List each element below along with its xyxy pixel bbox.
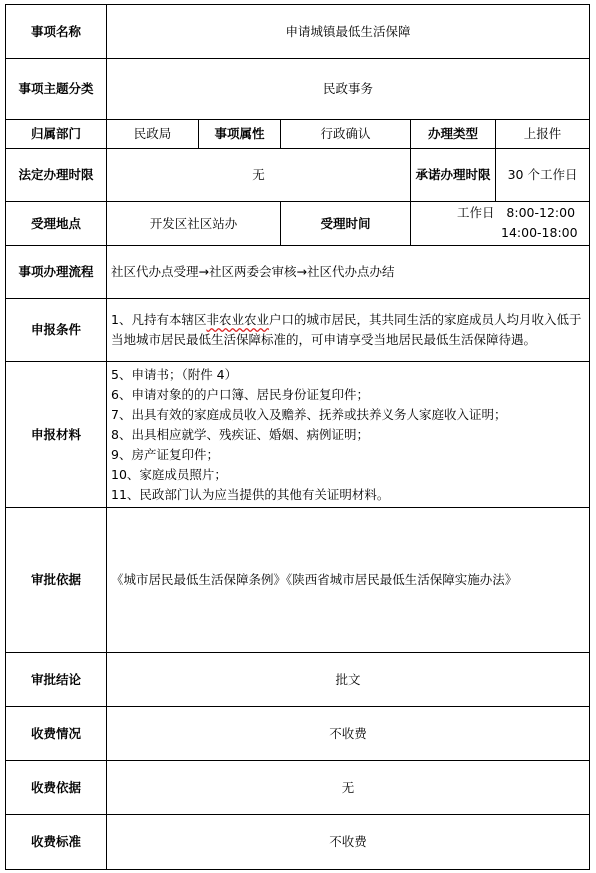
material-item: 5、申请书；（附件 4） xyxy=(111,366,238,382)
condition-value xyxy=(107,299,590,362)
condition-label: 申报条件 xyxy=(6,299,107,362)
item-name-label: 事项名称 xyxy=(6,5,107,59)
accept-time-line-2: 14:00-18:00 xyxy=(501,225,578,240)
row-legal-time xyxy=(6,149,590,202)
basis-value: 《城市居民最低生活保障条例》《陕西省城市居民最低生活保障实施办法》 xyxy=(107,508,590,653)
row-condition xyxy=(6,299,590,362)
condition-text-pre: 1、凡持有本辖区 xyxy=(111,312,207,327)
promise-time-label: 承诺办理时限 xyxy=(411,149,496,202)
promise-time-value: 30 个工作日 xyxy=(496,149,590,202)
conclusion-label: 审批结论 xyxy=(6,653,107,707)
material-item: 10、家庭成员照片； xyxy=(111,466,227,482)
fee-standard-label: 收费标准 xyxy=(6,815,107,870)
row-conclusion xyxy=(6,653,590,707)
attr-value: 行政确认 xyxy=(281,120,411,149)
fee-label: 收费情况 xyxy=(6,707,107,761)
fee-basis-value: 无 xyxy=(107,761,590,815)
place-value: 开发区社区站办 xyxy=(107,202,281,246)
condition-text-post: 户口的城市居民，其共同生活的家庭成员人均月收入低于当地城市居民最低生活保障标准的，可申请享受当地居民最低生活保障待遇。 xyxy=(111,312,582,347)
materials-list xyxy=(107,362,590,508)
legal-time-value: 无 xyxy=(107,149,411,202)
condition-text-underlined: 非农业农业 xyxy=(206,312,269,327)
row-theme xyxy=(6,59,590,120)
flow-value: 社区代办点受理→社区两委会审核→社区代办点办结 xyxy=(107,246,590,299)
material-item: 8、出具相应就学、残疾证、婚姻、病例证明； xyxy=(111,426,369,442)
row-materials xyxy=(6,362,590,508)
accept-time-value xyxy=(411,202,590,246)
service-item-table xyxy=(5,4,590,870)
material-item: 9、房产证复印件； xyxy=(111,446,219,462)
conclusion-value: 批文 xyxy=(107,653,590,707)
basis-label: 审批依据 xyxy=(6,508,107,653)
row-fee xyxy=(6,707,590,761)
fee-value: 不收费 xyxy=(107,707,590,761)
row-dept xyxy=(6,120,590,149)
type-label: 办理类型 xyxy=(411,120,496,149)
attr-label: 事项属性 xyxy=(199,120,281,149)
row-basis xyxy=(6,508,590,653)
legal-time-label: 法定办理时限 xyxy=(6,149,107,202)
fee-basis-label: 收费依据 xyxy=(6,761,107,815)
accept-time-label: 受理时间 xyxy=(281,202,411,246)
dept-label: 归属部门 xyxy=(6,120,107,149)
row-place xyxy=(6,202,590,246)
materials-label: 申报材料 xyxy=(6,362,107,508)
theme-value: 民政事务 xyxy=(107,59,590,120)
place-label: 受理地点 xyxy=(6,202,107,246)
item-name-value: 申请城镇最低生活保障 xyxy=(107,5,590,59)
row-flow xyxy=(6,246,590,299)
dept-value: 民政局 xyxy=(107,120,199,149)
flow-label: 事项办理流程 xyxy=(6,246,107,299)
material-item: 7、出具有效的家庭成员收入及赡养、抚养或扶养义务人家庭收入证明； xyxy=(111,406,507,422)
row-fee-standard xyxy=(6,815,590,870)
material-item: 11、民政部门认为应当提供的其他有关证明材料。 xyxy=(111,486,390,502)
theme-label: 事项主题分类 xyxy=(6,59,107,120)
row-item-name xyxy=(6,5,590,59)
type-value: 上报件 xyxy=(496,120,590,149)
row-fee-basis xyxy=(6,761,590,815)
fee-standard-value: 不收费 xyxy=(107,815,590,870)
accept-time-line-1: 工作日 8:00-12:00 xyxy=(457,205,576,220)
material-item: 6、申请对象的的户口簿、居民身份证复印件； xyxy=(111,386,369,402)
